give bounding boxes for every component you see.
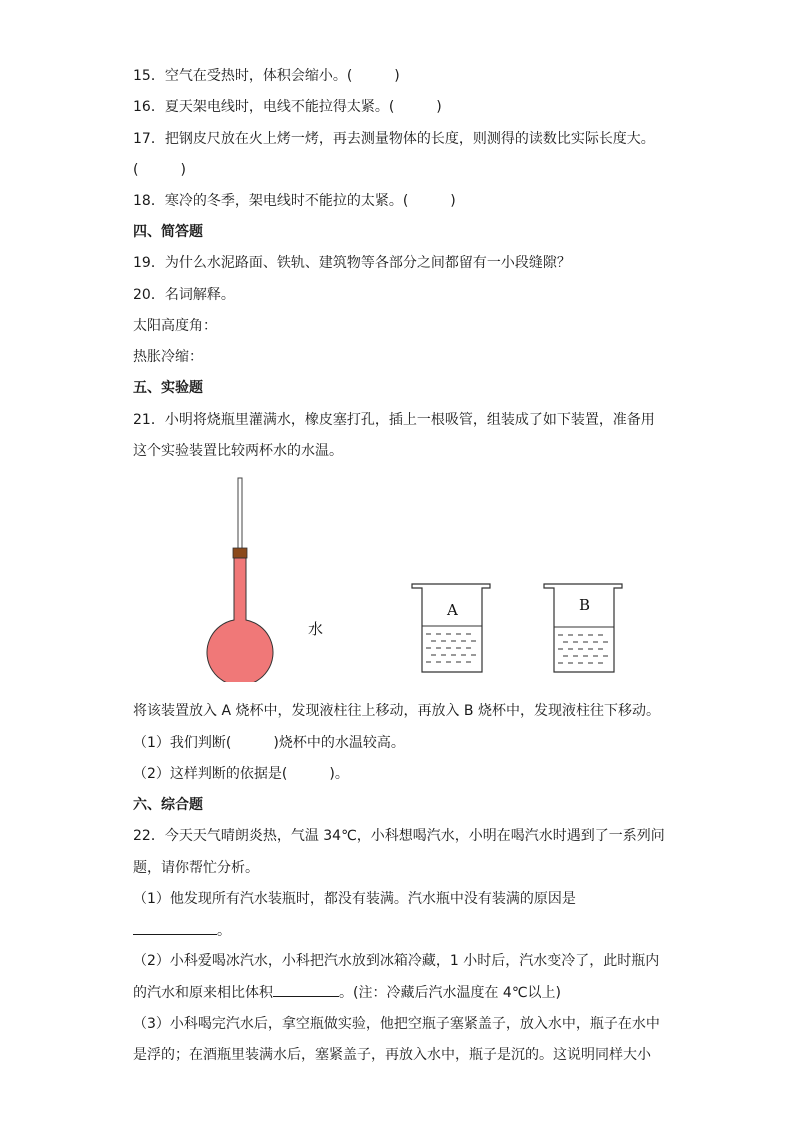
question-18: 18．寒冷的冬季，架电线时不能拉的太紧。( ) <box>133 193 456 209</box>
question-17-line1: 17．把钢皮尺放在火上烤一烤，再去测量物体的长度，则测得的读数比实际长度大。 <box>133 131 655 147</box>
question-20: 20．名词解释。 <box>133 287 235 303</box>
question-22-sub3-line2: 是浮的；在酒瓶里装满水后，塞紧盖子，再放入水中，瓶子是沉的。这说明同样大小 <box>133 1047 651 1063</box>
question-15: 15．空气在受热时，体积会缩小。( ) <box>133 68 400 84</box>
question-21-sub1: （1）我们判断( )烧杯中的水温较高。 <box>133 735 405 751</box>
section-5-title: 五、实验题 <box>133 380 203 396</box>
term-solar-altitude: 太阳高度角： <box>133 318 217 334</box>
question-21-line1: 21．小明将烧瓶里灌满水，橡皮塞打孔，插上一根吸管，组装成了如下装置，准备用 <box>133 412 655 428</box>
beaker-a-label: A <box>447 601 458 619</box>
question-22-line1: 22．今天天气晴朗炎热，气温 34℃，小科想喝汽水，小明在喝汽水时遇到了一系列问 <box>133 828 665 844</box>
experiment-result: 将该装置放入 A 烧杯中，发现液柱往上移动，再放入 B 烧杯中，发现液柱往下移动。 <box>133 703 660 719</box>
question-21-line2: 这个实验装置比较两杯水的水温。 <box>133 443 343 459</box>
section-4-title: 四、简答题 <box>133 224 203 240</box>
beaker-a <box>412 584 490 672</box>
answer-blank[interactable] <box>273 982 339 997</box>
beaker-a-water <box>422 626 482 672</box>
question-17-line2: ( ) <box>133 162 186 178</box>
question-22-sub3-line1: （3）小科喝完汽水后，拿空瓶做实验，他把空瓶子塞紧盖子，放入水中，瓶子在水中 <box>133 1016 660 1032</box>
question-22-sub2-line2 <box>133 982 561 1003</box>
question-21-sub2: （2）这样判断的依据是( )。 <box>133 766 349 782</box>
question-22-sub1-line2 <box>133 920 231 941</box>
flask-apparatus <box>207 478 273 682</box>
question-22-line2: 题，请你帮忙分析。 <box>133 860 259 876</box>
question-22-sub1-line1: （1）他发现所有汽水装瓶时，都没有装满。汽水瓶中没有装满的原因是 <box>133 891 576 907</box>
beaker-b-label: B <box>579 596 591 614</box>
period: 。 <box>217 923 231 939</box>
experiment-figure <box>190 472 630 682</box>
rubber-stopper <box>233 548 247 558</box>
question-22-sub2-line1: （2）小科爱喝冰汽水，小科把汽水放到冰箱冷藏，1 小时后，汽水变冷了，此时瓶内 <box>133 953 660 969</box>
term-thermal-expansion: 热胀冷缩： <box>133 349 203 365</box>
question-16: 16．夏天架电线时，电线不能拉得太紧。( ) <box>133 99 442 115</box>
beaker-b <box>544 584 622 672</box>
question-19: 19．为什么水泥路面、铁轨、建筑物等各部分之间都留有一小段缝隙？ <box>133 255 571 271</box>
sub2-text-start: 的汽水和原来相比体积 <box>133 985 273 1001</box>
answer-blank[interactable] <box>133 920 217 935</box>
section-6-title: 六、综合题 <box>133 797 203 813</box>
straw-tube <box>238 478 242 550</box>
sub2-text-end: 。(注：冷藏后汽水温度在 4℃以上) <box>339 985 562 1001</box>
flask-body <box>207 558 273 682</box>
water-label: 水 <box>308 620 324 638</box>
